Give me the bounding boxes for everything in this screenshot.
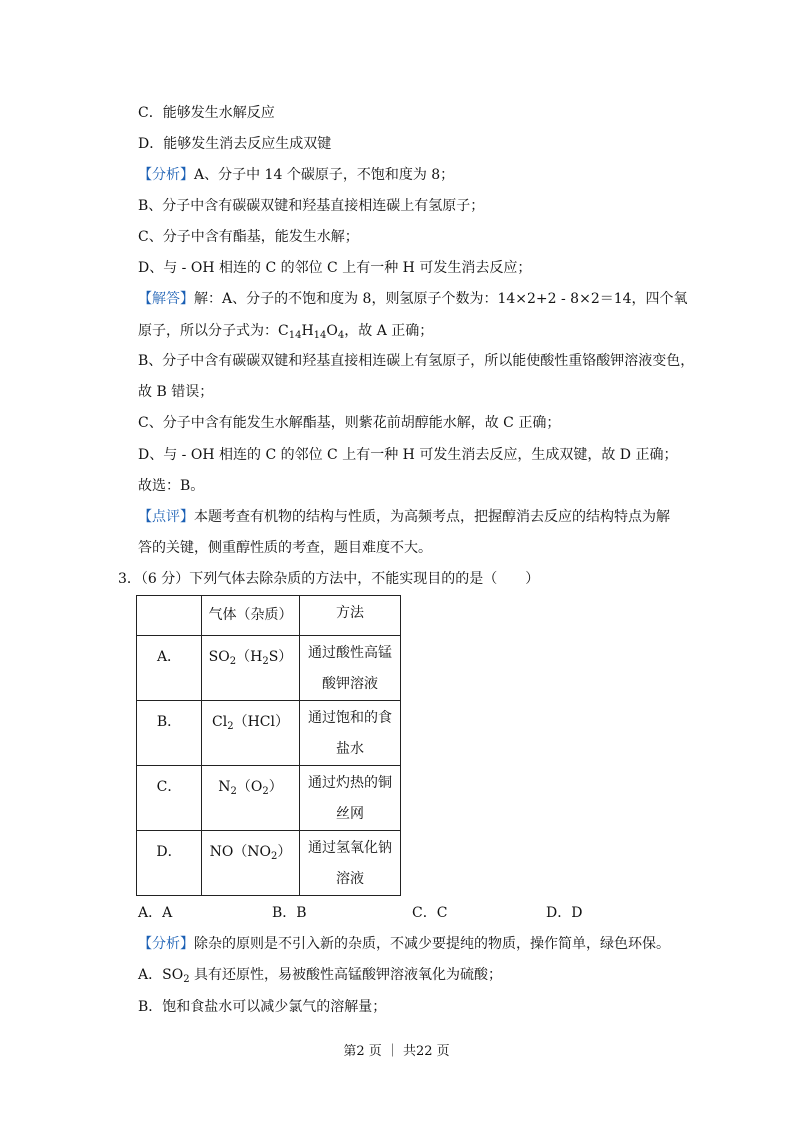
gas-sub: 2: [229, 656, 237, 667]
comment-line-1: [138, 508, 670, 526]
row-option: A．: [137, 636, 202, 701]
table-row: [137, 701, 401, 766]
comment-tag: 【点评】: [138, 509, 194, 525]
question-3: 3．（6 分）下列气体去除杂质的方法中，不能实现目的的是（ ）: [118, 571, 540, 587]
choice-d: D．D: [546, 905, 583, 921]
method-line-2: 盐水: [336, 741, 364, 757]
impurity: （HCl）: [233, 714, 289, 730]
method-line-1: 通过酸性高锰: [308, 645, 392, 661]
row-gas: [202, 701, 300, 766]
method-line-2: 溶液: [336, 871, 364, 887]
so2-prefix: A．SO: [138, 967, 184, 983]
answer-line-7: 故选：B。: [138, 478, 205, 494]
gas-formula: NO: [209, 844, 234, 860]
row-method: [300, 636, 401, 701]
method-line-2: 酸钾溶液: [322, 676, 378, 692]
header-cell-method: 方法: [300, 596, 401, 636]
options-table: [136, 595, 401, 896]
comment-text: 本题考查有机物的结构与性质，为高频考点，把握醇消去反应的结构特点为解: [194, 509, 670, 525]
formula-h: H: [301, 323, 314, 339]
analysis2-text: 除杂的原则是不引入新的杂质，不减少要提纯的物质，操作简单，绿色环保。: [194, 936, 670, 952]
row-option: C．: [137, 766, 202, 831]
row-option: D．: [137, 831, 202, 896]
analysis-text: A、分子中 14 个碳原子，不饱和度为 8；: [194, 167, 455, 183]
impurity: （O: [236, 779, 263, 795]
method-line-1: 通过饱和的食: [308, 710, 392, 726]
header-cell-gas: 气体（杂质）: [202, 596, 300, 636]
gas-formula: SO: [208, 649, 230, 665]
analysis2-line-1: [138, 935, 670, 953]
gas-formula: N: [218, 779, 231, 795]
analysis-tag-2: 【分析】: [138, 936, 194, 952]
analysis-line-2: B、分子中含有碳碳双键和羟基直接相连碳上有氢原子；: [138, 198, 485, 214]
formula-sub-h: 14: [313, 330, 327, 341]
impurity: （H: [236, 649, 263, 665]
table-row: [137, 636, 401, 701]
analysis-line-1: [138, 166, 454, 184]
impurity-sub: 2: [262, 656, 269, 667]
choice-c: C．C: [412, 905, 448, 921]
answer-line-1: [138, 290, 688, 308]
analysis-line-3: C、分子中含有酯基，能发生水解；: [138, 229, 359, 245]
row-option: B．: [137, 701, 202, 766]
formula-sub-o: 4: [337, 330, 345, 341]
formula-o: O: [326, 323, 338, 339]
option-c: C．能够发生水解反应: [138, 105, 275, 121]
answer-line-6: D、与 - OH 相连的 C 的邻位 C 上有一种 H 可发生消去反应，生成双键，故 D 正确；: [138, 447, 678, 463]
row-method: [300, 831, 401, 896]
header-cell-empty: [137, 596, 202, 636]
table-row: [137, 831, 401, 896]
row-gas: [202, 636, 300, 701]
option-d: D．能够发生消去反应生成双键: [138, 136, 332, 152]
analysis2-line-3: B．饱和食盐水可以减少氯气的溶解量；: [138, 999, 387, 1015]
analysis-line-4: D、与 - OH 相连的 C 的邻位 C 上有一种 H 可发生消去反应；: [138, 260, 532, 276]
row-gas: [202, 766, 300, 831]
row-method: [300, 766, 401, 831]
formula-sub-c: 14: [288, 330, 302, 341]
analysis-tag: 【分析】: [138, 167, 194, 183]
answer-text: 解：A、分子的不饱和度为 8，则氢原子个数为：14×2+2 - 8×2＝14，四个氧: [194, 291, 688, 307]
answer-line-2: [138, 322, 433, 345]
gas-sub: 2: [230, 786, 237, 797]
answer-tag: 【解答】: [138, 291, 194, 307]
method-line-2: 丝网: [336, 806, 364, 822]
method-line-1: 通过灼热的铜: [308, 775, 392, 791]
page-footer: 第2 页 ｜ 共22 页: [343, 1044, 450, 1059]
answer-line-5: C、分子中含有能发生水解酯基，则紫花前胡醇能水解，故 C 正确；: [138, 415, 561, 431]
impurity: （NO: [233, 844, 272, 860]
impurity-end: S）: [268, 649, 293, 665]
answer-line-3: B、分子中含有碳碳双键和羟基直接相连碳上有氢原子，所以能使酸性重铬酸钾溶液变色，: [138, 353, 695, 369]
impurity-end: ）: [268, 779, 283, 795]
row-method: [300, 701, 401, 766]
formula-prefix: 原子，所以分子式为：C: [138, 323, 289, 339]
impurity-sub: 2: [262, 786, 269, 797]
table-header-row: [137, 596, 401, 636]
choice-b: B．B: [272, 905, 307, 921]
impurity-end: ）: [277, 844, 292, 860]
row-gas: [202, 831, 300, 896]
formula-suffix: ，故 A 正确；: [344, 323, 434, 339]
choice-a: A．A: [138, 905, 173, 921]
answer-line-4: 故 B 错误；: [138, 384, 214, 400]
gas-sub: 2: [227, 721, 234, 732]
comment-line-2: 答的关键，侧重醇性质的考查，题目难度不大。: [138, 540, 432, 556]
analysis2-line-2: [138, 966, 502, 989]
impurity-sub: 2: [271, 851, 278, 862]
so2-sub: 2: [183, 974, 190, 985]
so2-rest: 具有还原性，易被酸性高锰酸钾溶液氧化为硫酸；: [189, 967, 503, 983]
gas-formula: Cl: [212, 714, 228, 730]
table-row: [137, 766, 401, 831]
method-line-1: 通过氢氧化钠: [308, 840, 392, 856]
